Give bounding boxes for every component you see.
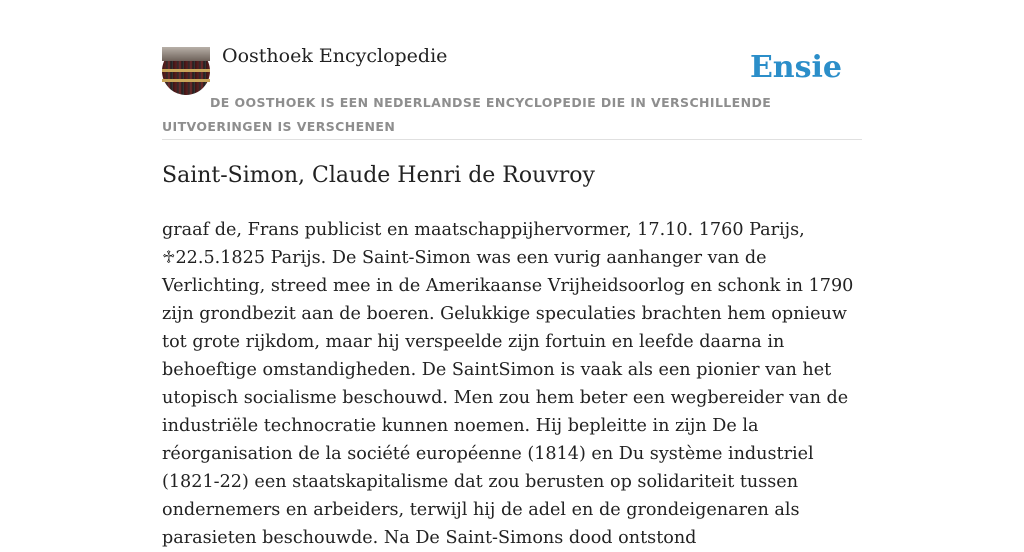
site-tagline: DE OOSTHOEK IS EEN NEDERLANDSE ENCYCLOPEDIE DIE IN VERSCHILLENDE UITVOERINGEN IS VERSCHENEN bbox=[162, 95, 772, 134]
article-body: graaf de, Frans publicist en maatschappijhervormer, 17.10. 1760 Parijs, ♱22.5.1825 Parijs. De Saint-Simon was een vurig aanhanger van de Verlichting, streed mee in de Amerikaanse Vrijheidsoorlog en schonk in 1790 zijn grondbezit aan de boeren. Gelukkige speculaties brachten hem opnieuw tot grote rijkdom, maar hij verspeelde zijn fortuin en leefde daarna in behoeftige omstandigheden. De SaintSimon is vaak als een pionier van het utopisch socialisme beschouwd. Men zou hem beter een wegbereider van de industriële technocratie kunnen noemen. Hij bepleitte in zijn De la réorganisation de la société européenne (1814) en Du système industriel (1821-22) een staatskapitalisme dat zou berusten op solidariteit tussen ondernemers en arbeiders, terwijl hij de adel en de grondeigenaren als parasieten beschouwde. Na De Saint-Simons dood ontstond bbox=[162, 220, 854, 548]
ensie-logo[interactable]: Ensie bbox=[749, 50, 842, 85]
book-spines-icon[interactable] bbox=[162, 47, 210, 95]
site-header bbox=[162, 0, 862, 140]
site-name-link[interactable]: Oosthoek Encyclopedie bbox=[222, 45, 448, 67]
article-title: Saint-Simon, Claude Henri de Rouvroy bbox=[162, 163, 595, 188]
